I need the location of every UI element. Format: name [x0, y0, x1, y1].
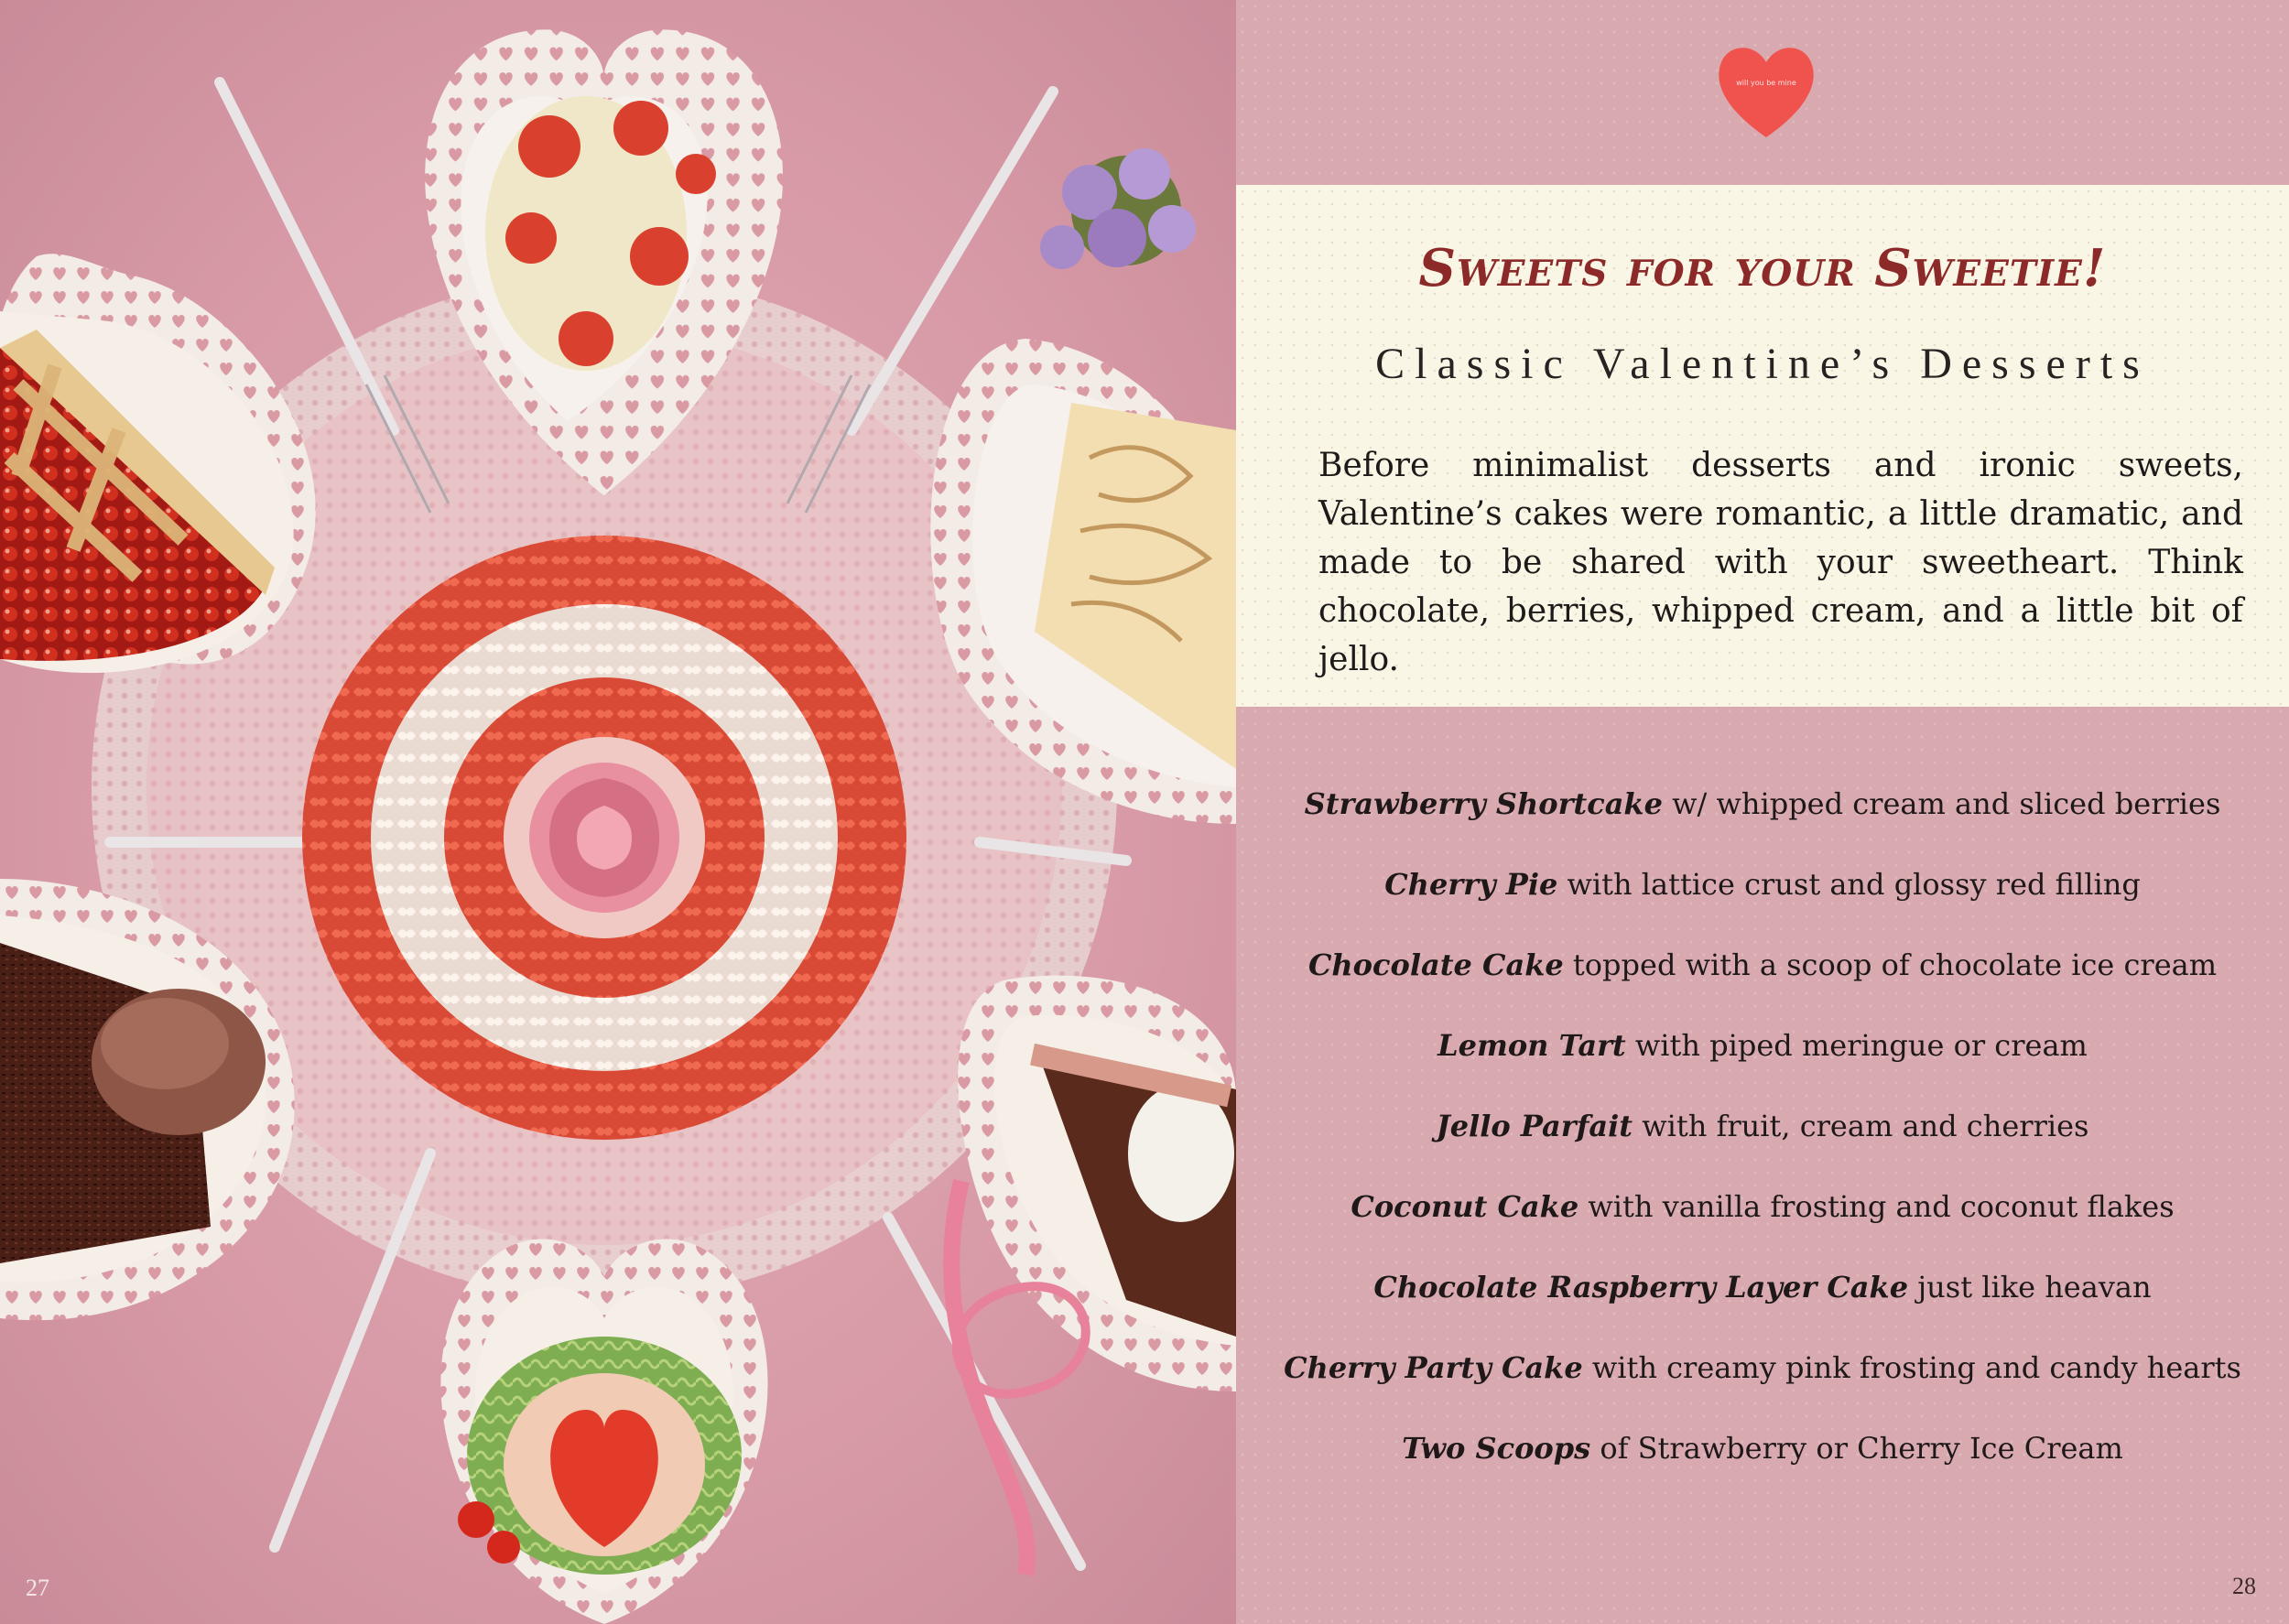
heart-badge	[1712, 40, 1820, 139]
list-item	[1236, 1340, 2289, 1421]
dish-name: Jello Parfait	[1436, 1109, 1633, 1143]
page-number-left: 27	[26, 1575, 49, 1601]
dish-name: Coconut Cake	[1351, 1189, 1579, 1224]
list-item	[1236, 1018, 2289, 1099]
dish-name: Two Scoops	[1402, 1431, 1591, 1466]
dish-description: with fruit, cream and cherries	[1633, 1109, 2089, 1143]
recipe-text-page	[1236, 0, 2289, 1624]
list-item	[1236, 1260, 2289, 1340]
list-item	[1236, 857, 2289, 937]
page-number-right: 28	[2232, 1573, 2256, 1599]
list-item	[1236, 1179, 2289, 1260]
dish-description: of Strawberry or Cherry Ice Cream	[1590, 1431, 2123, 1466]
dish-description: just like heavan	[1908, 1270, 2152, 1305]
heart-icon	[1712, 40, 1820, 139]
page-title: Sweets for your Sweetie!	[1418, 238, 2107, 298]
list-item	[1236, 1421, 2289, 1501]
dish-name: Chocolate Raspberry Layer Cake	[1373, 1270, 1909, 1305]
list-item	[1236, 937, 2289, 1018]
list-item	[1236, 776, 2289, 857]
dish-name: Strawberry Shortcake	[1304, 786, 1663, 821]
dish-description: with piped meringue or cream	[1625, 1028, 2088, 1063]
dish-description: with creamy pink frosting and candy hearts	[1582, 1350, 2241, 1385]
dish-name: Lemon Tart	[1437, 1028, 1626, 1063]
dish-description: w/ whipped cream and sliced berries	[1662, 786, 2221, 821]
dish-name: Chocolate Cake	[1307, 947, 1564, 982]
list-item	[1236, 1099, 2289, 1179]
dish-name: Cherry Pie	[1384, 867, 1558, 902]
heart-badge-text: will you be mine	[1736, 79, 1796, 87]
intro-panel	[1236, 185, 2289, 707]
intro-paragraph: Before minimalist desserts and ironic sweets, Valentine’s cakes were romantic, a little dramatic, and made to be shared with your sweetheart. Think chocolate, berries, whipped cream, and a little bit of jello.	[1318, 447, 2243, 678]
page-subtitle: Classic Valentine’s Desserts	[1375, 340, 2150, 388]
dish-description: with vanilla frosting and coconut flakes	[1578, 1189, 2175, 1224]
dish-description: topped with a scoop of chocolate ice cream	[1563, 947, 2218, 982]
dish-description: with lattice crust and glossy red filling	[1557, 867, 2141, 902]
dish-name: Cherry Party Cake	[1284, 1350, 1583, 1385]
dessert-list	[1236, 776, 2289, 1501]
